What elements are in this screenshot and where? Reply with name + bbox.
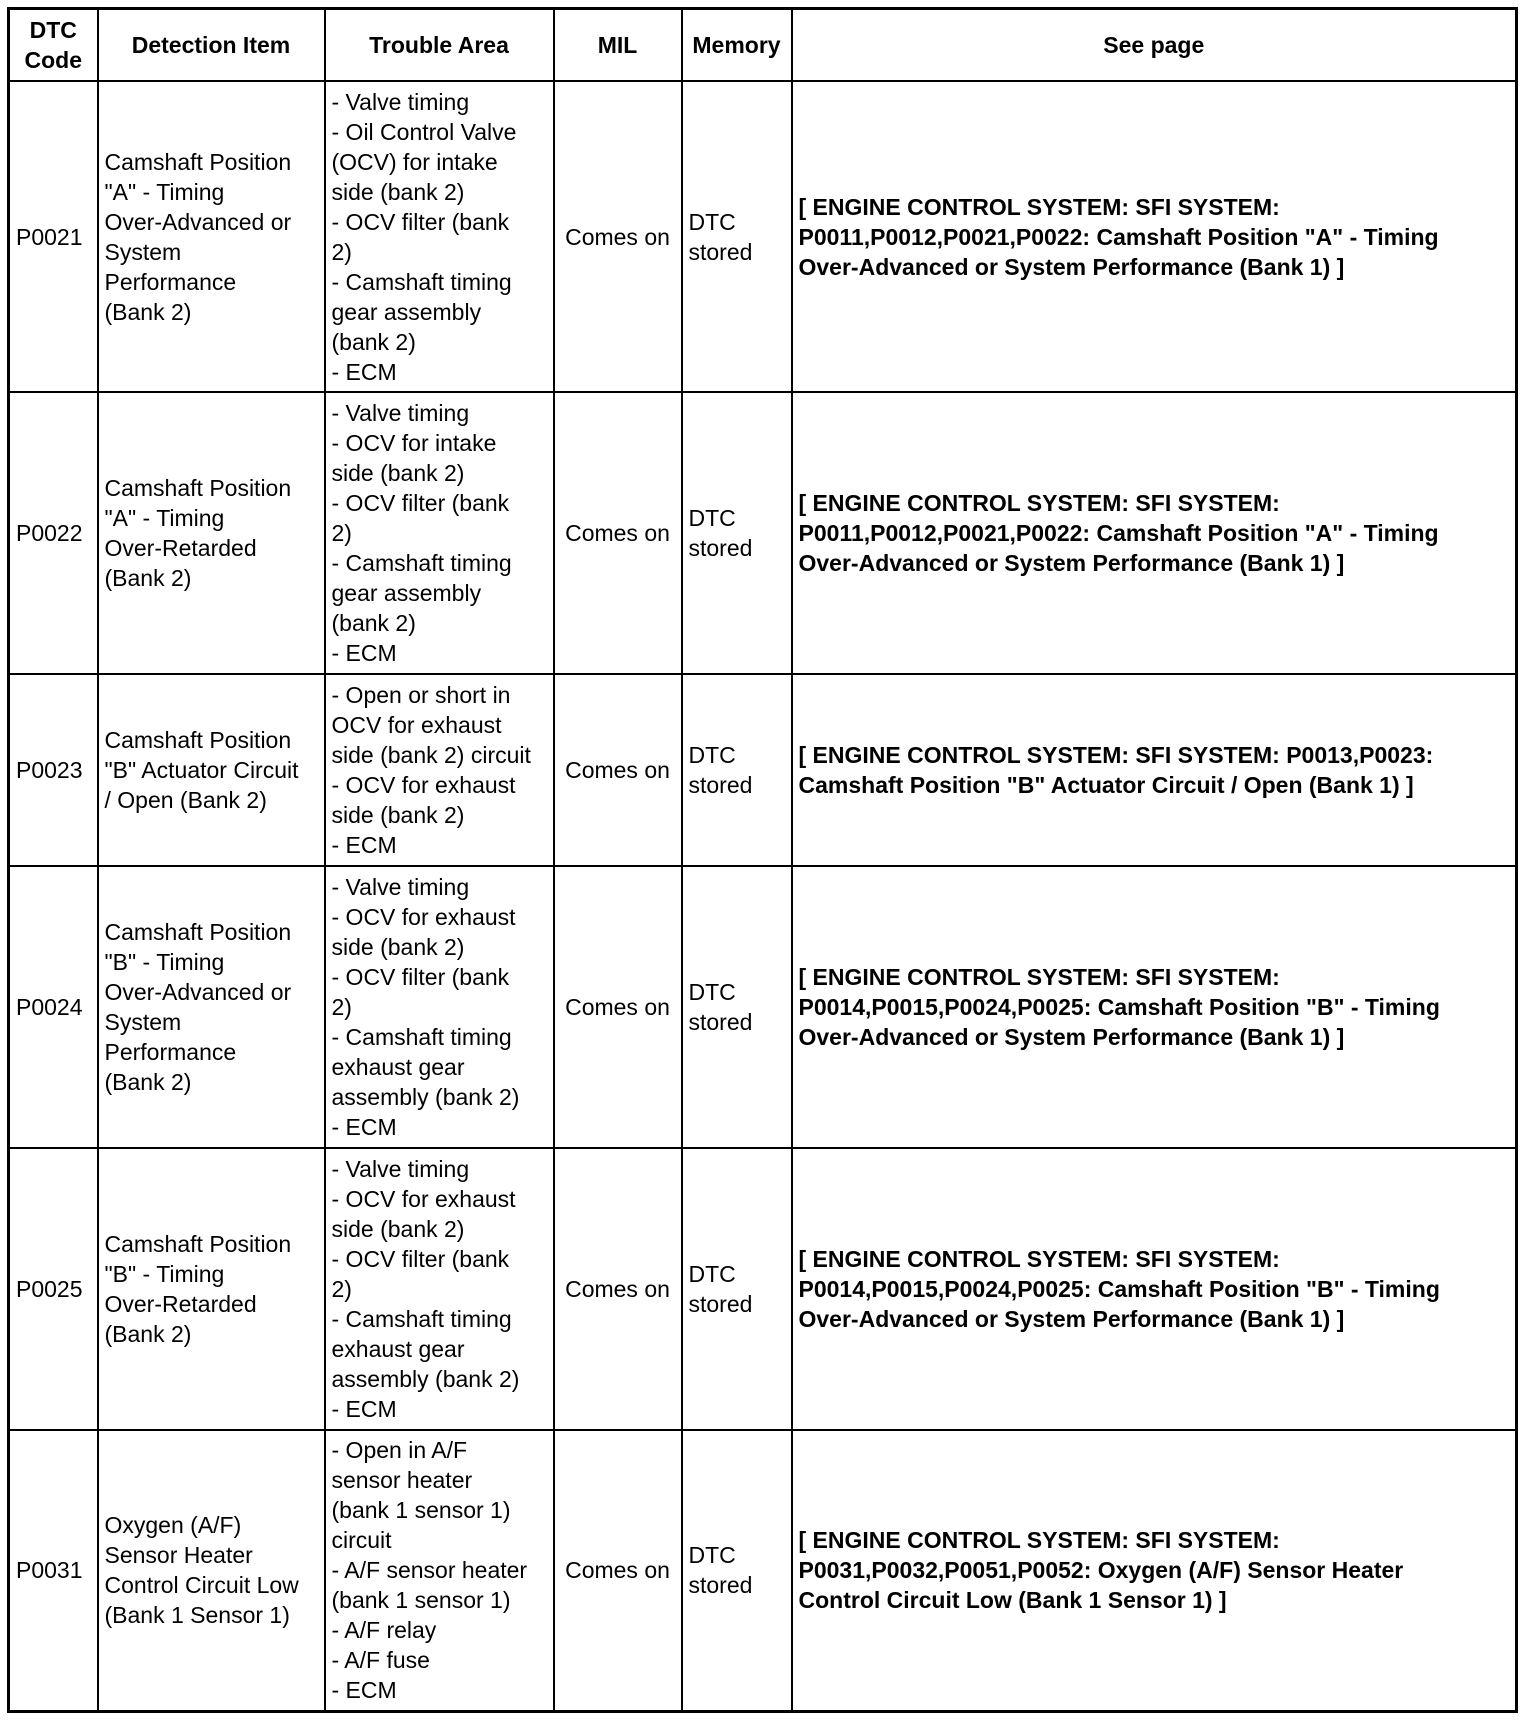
cell-line: exhaust gear	[331, 1336, 465, 1362]
cell-line: side (bank 2)	[331, 460, 465, 486]
table-row	[9, 392, 1517, 674]
cell-line: - A/F fuse	[331, 1647, 430, 1674]
mil-cell: Comes on	[554, 866, 682, 1148]
dtc-code-cell: P0023	[9, 674, 98, 866]
cell-line: Over-Advanced or System Performance (Bank 1) ]	[798, 1306, 1345, 1332]
header-memory: Memory	[682, 9, 792, 82]
cell-line: - OCV filter (bank	[331, 208, 510, 235]
cell-line: stored	[688, 1291, 753, 1317]
cell-line: Performance	[104, 268, 237, 295]
cell-line: Over-Retarded	[104, 535, 257, 561]
cell-line: (Bank 1 Sensor 1)	[104, 1602, 290, 1629]
see-page-link[interactable]	[792, 392, 1517, 674]
cell-line: circuit	[331, 1527, 392, 1554]
mil-cell: Comes on	[554, 1148, 682, 1430]
cell-line: - OCV filter (bank	[331, 490, 510, 516]
table-row	[9, 674, 1517, 866]
header-dtc-code	[9, 9, 98, 82]
mil-cell: Comes on	[554, 1430, 682, 1711]
cell-line: - Valve timing	[331, 400, 470, 426]
detection-item-cell	[98, 866, 325, 1148]
header-mil: MIL	[554, 9, 682, 82]
cell-line: stored	[688, 535, 753, 561]
cell-line: Camshaft Position	[104, 919, 292, 945]
cell-line: - Camshaft timing	[331, 1306, 512, 1332]
cell-line: - ECM	[331, 1396, 397, 1422]
detection-item-cell	[98, 81, 325, 392]
cell-line: side (bank 2)	[331, 802, 465, 828]
cell-line: side (bank 2)	[331, 934, 465, 960]
cell-line: - ECM	[331, 1677, 397, 1704]
memory-cell	[682, 392, 792, 674]
cell-line: - OCV for exhaust	[331, 1186, 516, 1212]
cell-line: gear assembly	[331, 298, 482, 325]
cell-line: - Camshaft timing	[331, 268, 512, 295]
cell-line: P0011,P0012,P0021,P0022: Camshaft Position "A" - Timing	[798, 223, 1439, 250]
detection-item-cell	[98, 674, 325, 866]
cell-line: [ ENGINE CONTROL SYSTEM: SFI SYSTEM:	[798, 964, 1280, 990]
cell-line: 2)	[331, 1276, 352, 1302]
cell-line: [ ENGINE CONTROL SYSTEM: SFI SYSTEM:	[798, 193, 1280, 220]
see-page-link[interactable]	[792, 674, 1517, 866]
memory-cell	[682, 866, 792, 1148]
cell-line: stored	[688, 1572, 753, 1599]
cell-line: (bank 1 sensor 1)	[331, 1497, 511, 1524]
cell-line: gear assembly	[331, 580, 482, 606]
trouble-area-cell	[325, 81, 554, 392]
cell-line: (Bank 2)	[104, 298, 192, 325]
cell-line: side (bank 2)	[331, 1216, 465, 1242]
see-page-link[interactable]	[792, 1148, 1517, 1430]
cell-line: (Bank 2)	[104, 565, 192, 591]
cell-line: DTC	[688, 742, 736, 768]
detection-item-cell	[98, 392, 325, 674]
table-row	[9, 81, 1517, 392]
cell-line: Sensor Heater	[104, 1542, 253, 1569]
cell-line: [ ENGINE CONTROL SYSTEM: SFI SYSTEM:	[798, 1527, 1280, 1554]
cell-line: Control Circuit Low (Bank 1 Sensor 1) ]	[798, 1587, 1227, 1614]
cell-line: - ECM	[331, 1114, 397, 1140]
cell-line: P0014,P0015,P0024,P0025: Camshaft Position "B" - Timing	[798, 1276, 1440, 1302]
cell-line: - OCV filter (bank	[331, 1246, 510, 1272]
cell-line: Camshaft Position	[104, 1231, 292, 1257]
cell-line: - Valve timing	[331, 88, 470, 115]
see-page-link[interactable]	[792, 1430, 1517, 1711]
cell-line: Over-Advanced or System Performance (Bank 1) ]	[798, 1024, 1345, 1050]
header-dtc-code-text: DTC Code	[24, 17, 82, 73]
cell-line: System	[104, 1009, 182, 1035]
memory-cell	[682, 674, 792, 866]
cell-line: - A/F relay	[331, 1617, 437, 1644]
cell-line: [ ENGINE CONTROL SYSTEM: SFI SYSTEM:	[798, 490, 1280, 516]
cell-line: DTC	[688, 208, 736, 235]
dtc-code-cell: P0021	[9, 81, 98, 392]
memory-cell	[682, 1148, 792, 1430]
cell-line: "A" - Timing	[104, 505, 225, 531]
detection-item-cell	[98, 1148, 325, 1430]
detection-item-cell	[98, 1430, 325, 1711]
cell-line: - OCV for exhaust	[331, 904, 516, 930]
cell-line: System	[104, 238, 182, 265]
mil-cell: Comes on	[554, 674, 682, 866]
cell-line: Over-Advanced or	[104, 208, 292, 235]
cell-line: 2)	[331, 238, 352, 265]
cell-line: DTC	[688, 1542, 736, 1569]
table-body	[9, 81, 1517, 1711]
trouble-area-cell	[325, 866, 554, 1148]
header-detection-item: Detection Item	[98, 9, 325, 82]
cell-line: Oxygen (A/F)	[104, 1512, 242, 1539]
cell-line: stored	[688, 772, 753, 798]
dtc-code-cell: P0025	[9, 1148, 98, 1430]
cell-line: "A" - Timing	[104, 178, 225, 205]
cell-line: stored	[688, 238, 753, 265]
cell-line: - ECM	[331, 832, 397, 858]
cell-line: - Open or short in	[331, 682, 511, 708]
cell-line: side (bank 2)	[331, 178, 465, 205]
dtc-code-cell: P0031	[9, 1430, 98, 1711]
cell-line: DTC	[688, 1261, 736, 1287]
cell-line: (Bank 2)	[104, 1069, 192, 1095]
cell-line: Over-Advanced or	[104, 979, 292, 1005]
dtc-table	[7, 7, 1518, 1713]
dtc-code-cell: P0022	[9, 392, 98, 674]
table-row	[9, 866, 1517, 1148]
cell-line: Over-Advanced or System Performance (Bank 1) ]	[798, 550, 1345, 576]
cell-line: - Open in A/F	[331, 1437, 468, 1464]
cell-line: - ECM	[331, 640, 397, 666]
cell-line: - Camshaft timing	[331, 550, 512, 576]
mil-cell: Comes on	[554, 392, 682, 674]
dtc-code-cell: P0024	[9, 866, 98, 1148]
cell-line: (bank 2)	[331, 328, 416, 355]
cell-line: - OCV filter (bank	[331, 964, 510, 990]
cell-line: Camshaft Position	[104, 475, 292, 501]
cell-line: P0014,P0015,P0024,P0025: Camshaft Position "B" - Timing	[798, 994, 1440, 1020]
see-page-link[interactable]	[792, 81, 1517, 392]
cell-line: OCV for exhaust	[331, 712, 502, 738]
cell-line: (OCV) for intake	[331, 148, 498, 175]
cell-line: P0011,P0012,P0021,P0022: Camshaft Position "A" - Timing	[798, 520, 1439, 546]
cell-line: Performance	[104, 1039, 237, 1065]
cell-line: - OCV for intake	[331, 430, 497, 456]
cell-line: - A/F sensor heater	[331, 1557, 528, 1584]
cell-line: Over-Advanced or System Performance (Bank 1) ]	[798, 253, 1345, 280]
table-row	[9, 1148, 1517, 1430]
cell-line: stored	[688, 1009, 753, 1035]
table-row	[9, 1430, 1517, 1711]
see-page-link[interactable]	[792, 866, 1517, 1148]
cell-line: [ ENGINE CONTROL SYSTEM: SFI SYSTEM: P0013,P0023:	[798, 742, 1434, 768]
cell-line: DTC	[688, 979, 736, 1005]
cell-line: sensor heater	[331, 1467, 473, 1494]
cell-line: - Oil Control Valve	[331, 118, 517, 145]
cell-line: P0031,P0032,P0051,P0052: Oxygen (A/F) Sensor Heater	[798, 1557, 1404, 1584]
cell-line: - Valve timing	[331, 1156, 470, 1182]
cell-line: Camshaft Position	[104, 727, 292, 753]
mil-cell: Comes on	[554, 81, 682, 392]
cell-line: Camshaft Position "B" Actuator Circuit / Open (Bank 1) ]	[798, 772, 1414, 798]
trouble-area-cell	[325, 1430, 554, 1711]
cell-line: (bank 1 sensor 1)	[331, 1587, 511, 1614]
cell-line: (bank 2)	[331, 610, 416, 636]
trouble-area-cell	[325, 392, 554, 674]
cell-line: Camshaft Position	[104, 148, 292, 175]
cell-line: - OCV for exhaust	[331, 772, 516, 798]
cell-line: side (bank 2) circuit	[331, 742, 531, 768]
memory-cell	[682, 81, 792, 392]
cell-line: Over-Retarded	[104, 1291, 257, 1317]
cell-line: - Valve timing	[331, 874, 470, 900]
cell-line: / Open (Bank 2)	[104, 787, 267, 813]
cell-line: "B" Actuator Circuit	[104, 757, 299, 783]
cell-line: [ ENGINE CONTROL SYSTEM: SFI SYSTEM:	[798, 1246, 1280, 1272]
cell-line: exhaust gear	[331, 1054, 465, 1080]
cell-line: - ECM	[331, 358, 397, 385]
cell-line: "B" - Timing	[104, 949, 225, 975]
memory-cell	[682, 1430, 792, 1711]
cell-line: "B" - Timing	[104, 1261, 225, 1287]
header-trouble-area: Trouble Area	[325, 9, 554, 82]
cell-line: (Bank 2)	[104, 1321, 192, 1347]
trouble-area-cell	[325, 1148, 554, 1430]
trouble-area-cell	[325, 674, 554, 866]
cell-line: assembly (bank 2)	[331, 1084, 520, 1110]
cell-line: 2)	[331, 994, 352, 1020]
cell-line: DTC	[688, 505, 736, 531]
cell-line: 2)	[331, 520, 352, 546]
header-see-page: See page	[792, 9, 1517, 82]
table-header-row	[9, 9, 1517, 82]
cell-line: assembly (bank 2)	[331, 1366, 520, 1392]
cell-line: - Camshaft timing	[331, 1024, 512, 1050]
cell-line: Control Circuit Low	[104, 1572, 299, 1599]
